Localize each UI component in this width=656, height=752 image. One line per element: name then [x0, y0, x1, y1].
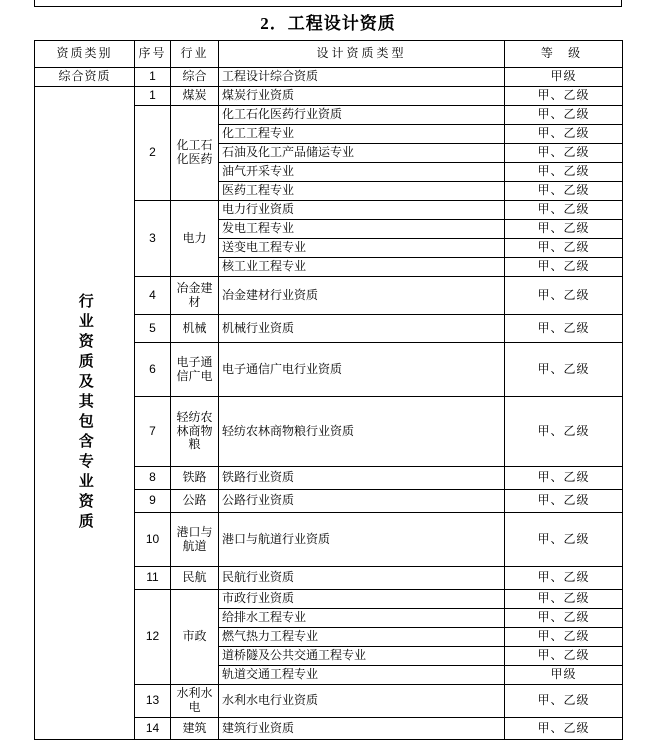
- row-level: 甲、乙级: [505, 397, 623, 467]
- row-number: 14: [135, 718, 171, 740]
- row-type: 铁路行业资质: [219, 467, 505, 490]
- row-industry: 综合: [171, 68, 219, 87]
- row-number: 8: [135, 467, 171, 490]
- row-type: 石油及化工产品储运专业: [219, 144, 505, 163]
- row-industry: 水利水电: [171, 685, 219, 718]
- row-level: 甲、乙级: [505, 315, 623, 343]
- row-industry: 化工石化医药: [171, 106, 219, 201]
- row-type: 公路行业资质: [219, 490, 505, 513]
- row-type: 工程设计综合资质: [219, 68, 505, 87]
- row-type: 轻纺农林商物粮行业资质: [219, 397, 505, 467]
- row-type: 港口与航道行业资质: [219, 513, 505, 567]
- row-level: 甲、乙级: [505, 609, 623, 628]
- table-row: [35, 68, 623, 87]
- row-type: 冶金建材行业资质: [219, 277, 505, 315]
- row-level: 甲、乙级: [505, 685, 623, 718]
- row-type: 轨道交通工程专业: [219, 666, 505, 685]
- row-number: 7: [135, 397, 171, 467]
- row-level: 甲级: [505, 666, 623, 685]
- row-type: 发电工程专业: [219, 220, 505, 239]
- row-number: 2: [135, 106, 171, 201]
- row-level: 甲、乙级: [505, 467, 623, 490]
- row-number: 1: [135, 87, 171, 106]
- row-industry: 轻纺农林商物粮: [171, 397, 219, 467]
- row-level: 甲、乙级: [505, 163, 623, 182]
- row-level: 甲、乙级: [505, 182, 623, 201]
- row-level: 甲、乙级: [505, 590, 623, 609]
- table-header: [35, 41, 623, 68]
- row-number: 11: [135, 567, 171, 590]
- row-level: 甲、乙级: [505, 647, 623, 666]
- row-number: 9: [135, 490, 171, 513]
- row-level: 甲、乙级: [505, 718, 623, 740]
- row-number: 5: [135, 315, 171, 343]
- row-level: 甲、乙级: [505, 144, 623, 163]
- row-industry: 公路: [171, 490, 219, 513]
- row-industry: 铁路: [171, 467, 219, 490]
- header-industry: 行业: [171, 41, 219, 68]
- category-cell-comprehensive: 综合资质: [35, 68, 135, 87]
- row-type: 电子通信广电行业资质: [219, 343, 505, 397]
- qualification-table: [34, 40, 623, 740]
- row-level: 甲、乙级: [505, 239, 623, 258]
- row-type: 建筑行业资质: [219, 718, 505, 740]
- row-level: 甲、乙级: [505, 220, 623, 239]
- table-row: [35, 87, 623, 106]
- row-industry: 建筑: [171, 718, 219, 740]
- row-level: 甲、乙级: [505, 258, 623, 277]
- row-type: 给排水工程专业: [219, 609, 505, 628]
- row-industry: 市政: [171, 590, 219, 685]
- row-type: 水利水电行业资质: [219, 685, 505, 718]
- row-number: 4: [135, 277, 171, 315]
- row-number: 1: [135, 68, 171, 87]
- row-type: 化工石化医药行业资质: [219, 106, 505, 125]
- row-number: 3: [135, 201, 171, 277]
- row-number: 12: [135, 590, 171, 685]
- row-type: 送变电工程专业: [219, 239, 505, 258]
- row-type: 市政行业资质: [219, 590, 505, 609]
- row-industry: 电力: [171, 201, 219, 277]
- row-industry: 民航: [171, 567, 219, 590]
- row-number: 13: [135, 685, 171, 718]
- row-industry: 港口与航道: [171, 513, 219, 567]
- row-industry: 冶金建材: [171, 277, 219, 315]
- header-category: 资质类别: [35, 41, 135, 68]
- row-type: 核工业工程专业: [219, 258, 505, 277]
- row-type: 煤炭行业资质: [219, 87, 505, 106]
- header-number: 序号: [135, 41, 171, 68]
- page-title: 2．工程设计资质: [260, 14, 396, 33]
- row-type: 电力行业资质: [219, 201, 505, 220]
- row-type: 道桥隧及公共交通工程专业: [219, 647, 505, 666]
- row-industry: 电子通信广电: [171, 343, 219, 397]
- row-type: 机械行业资质: [219, 315, 505, 343]
- row-level: 甲、乙级: [505, 201, 623, 220]
- row-level: 甲、乙级: [505, 277, 623, 315]
- row-level: 甲、乙级: [505, 87, 623, 106]
- row-industry: 机械: [171, 315, 219, 343]
- row-level: 甲、乙级: [505, 125, 623, 144]
- row-level: 甲、乙级: [505, 106, 623, 125]
- row-type: 燃气热力工程专业: [219, 628, 505, 647]
- row-level: 甲、乙级: [505, 490, 623, 513]
- table-top-continuation-strip: [34, 0, 622, 7]
- row-level: 甲、乙级: [505, 628, 623, 647]
- row-type: 油气开采专业: [219, 163, 505, 182]
- header-design-qualification-type: 设计资质类型: [219, 41, 505, 68]
- table-body: [35, 68, 623, 740]
- header-level: 等 级: [505, 41, 623, 68]
- row-level: 甲级: [505, 68, 623, 87]
- category-cell-industry: [35, 87, 135, 740]
- row-industry: 煤炭: [171, 87, 219, 106]
- row-type: 化工工程专业: [219, 125, 505, 144]
- row-level: 甲、乙级: [505, 343, 623, 397]
- row-type: 民航行业资质: [219, 567, 505, 590]
- row-level: 甲、乙级: [505, 567, 623, 590]
- category-label-vertical: 行业资质及其包含专业资质: [76, 293, 93, 533]
- table-header-row: [35, 41, 623, 68]
- row-number: 6: [135, 343, 171, 397]
- row-type: 医药工程专业: [219, 182, 505, 201]
- row-level: 甲、乙级: [505, 513, 623, 567]
- row-number: 10: [135, 513, 171, 567]
